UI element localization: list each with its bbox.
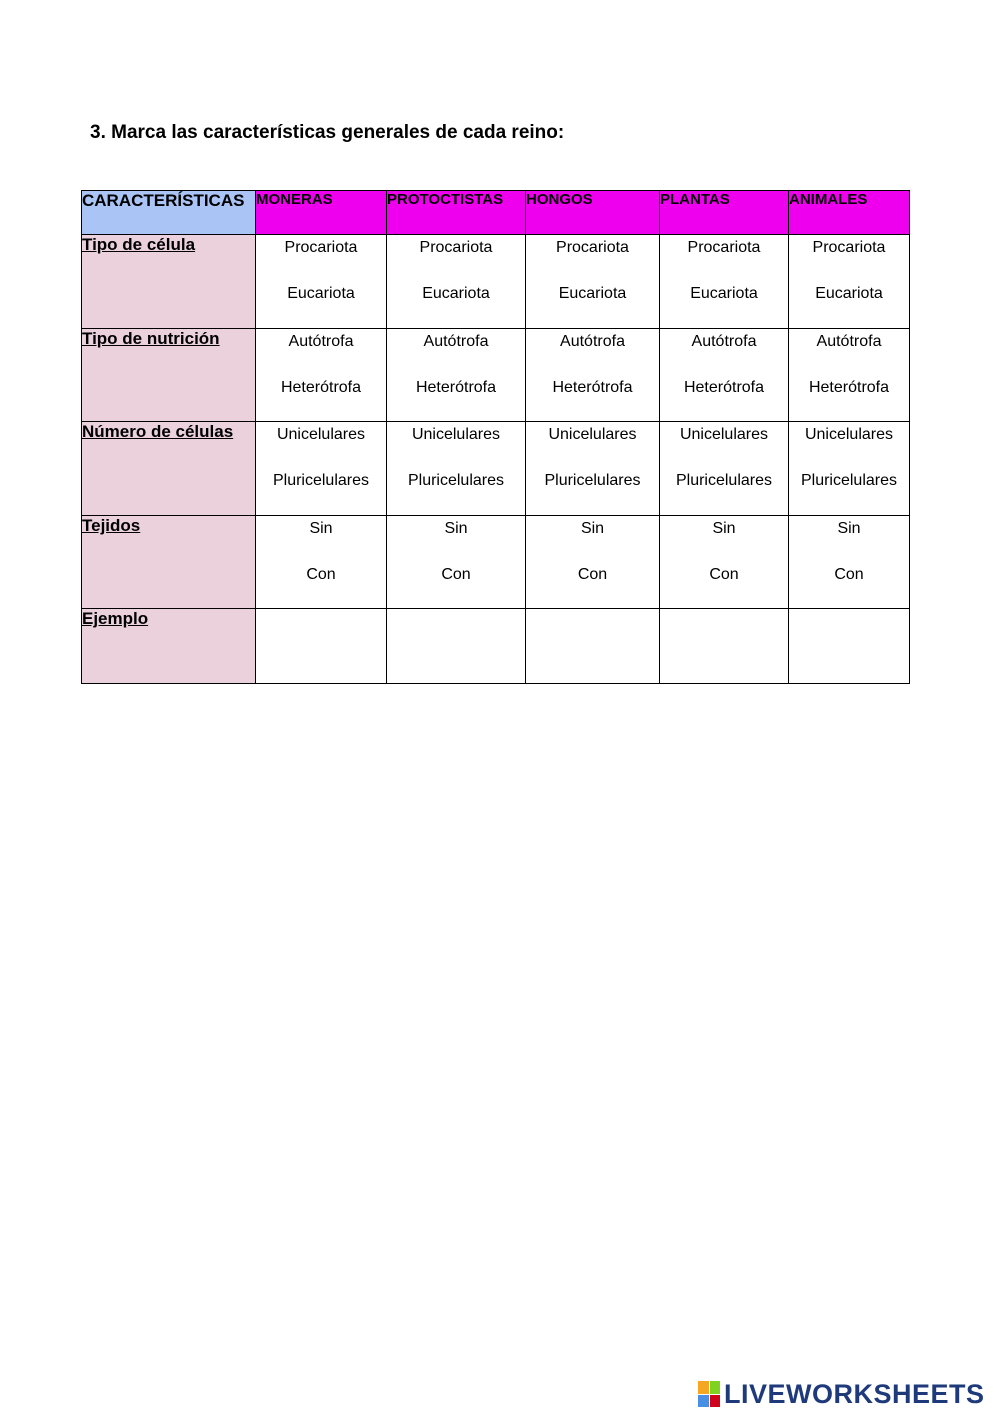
option-con[interactable]: Con: [834, 566, 864, 583]
option-heterotrofa[interactable]: Heterótrofa: [808, 379, 890, 396]
header-protoctistas: PROTOCTISTAS: [387, 191, 526, 235]
header-animales: ANIMALES: [789, 191, 910, 235]
option-sin[interactable]: Sin: [444, 520, 468, 537]
cell-hongos-cell-type: [526, 235, 660, 329]
table-row: [82, 235, 910, 329]
option-heterotrofa[interactable]: Heterótrofa: [552, 379, 633, 396]
cell-plantas-cell-count: [660, 422, 789, 516]
option-sin[interactable]: Sin: [309, 520, 333, 537]
liveworksheets-logo-text: LIVEWORKSHEETS: [724, 1378, 985, 1409]
header-moneras: MONERAS: [256, 191, 387, 235]
option-procariota[interactable]: Procariota: [687, 239, 761, 256]
option-pluricelulares[interactable]: Pluricelulares: [800, 472, 898, 489]
cell-animales-tissues: [789, 516, 910, 609]
option-unicelulares[interactable]: Unicelulares: [276, 426, 366, 443]
option-procariota[interactable]: Procariota: [284, 239, 358, 256]
cell-protoctistas-tissues: [387, 516, 526, 609]
option-autotrofa[interactable]: Autótrofa: [560, 333, 625, 350]
cell-protoctistas-cell-type: [387, 235, 526, 329]
cell-moneras-tissues: [256, 516, 387, 609]
answer-cell-protoctistas-example[interactable]: [387, 609, 526, 684]
option-eucariota[interactable]: Eucariota: [422, 285, 490, 302]
liveworksheets-logo: [698, 1378, 985, 1410]
cell-moneras-cell-type: [256, 235, 387, 329]
cell-hongos-nutrition: [526, 329, 660, 422]
option-procariota[interactable]: Procariota: [419, 239, 493, 256]
answer-cell-plantas-example[interactable]: [660, 609, 789, 684]
option-heterotrofa[interactable]: Heterótrofa: [415, 379, 497, 396]
cell-animales-nutrition: [789, 329, 910, 422]
table-row: [82, 422, 910, 516]
option-heterotrofa[interactable]: Heterótrofa: [683, 379, 765, 396]
page-title: 3. Marca las características generales de cada reino:: [90, 122, 565, 143]
option-pluricelulares[interactable]: Pluricelulares: [544, 472, 641, 489]
option-unicelulares[interactable]: Unicelulares: [411, 426, 501, 443]
option-unicelulares[interactable]: Unicelulares: [679, 426, 769, 443]
option-autotrofa[interactable]: Autótrofa: [816, 333, 882, 350]
header-hongos: HONGOS: [526, 191, 660, 235]
option-autotrofa[interactable]: Autótrofa: [288, 333, 354, 350]
option-sin[interactable]: Sin: [712, 520, 736, 537]
liveworksheets-logo-icon: [698, 1381, 720, 1407]
option-unicelulares[interactable]: Unicelulares: [804, 426, 894, 443]
cell-moneras-cell-count: [256, 422, 387, 516]
row-label-cell-type: Tipo de célula: [82, 235, 256, 329]
option-eucariota[interactable]: Eucariota: [690, 285, 758, 302]
option-pluricelulares[interactable]: Pluricelulares: [272, 472, 370, 489]
row-label-example: Ejemplo: [82, 609, 256, 684]
option-sin[interactable]: Sin: [580, 520, 605, 537]
header-plantas: PLANTAS: [660, 191, 789, 235]
cell-hongos-tissues: [526, 516, 660, 609]
option-eucariota[interactable]: Eucariota: [287, 285, 355, 302]
cell-moneras-nutrition: [256, 329, 387, 422]
answer-cell-animales-example[interactable]: [789, 609, 910, 684]
cell-protoctistas-cell-count: [387, 422, 526, 516]
cell-plantas-nutrition: [660, 329, 789, 422]
table-row: [82, 609, 910, 684]
row-label-nutrition: Tipo de nutrición: [82, 329, 256, 422]
cell-plantas-cell-type: [660, 235, 789, 329]
cell-animales-cell-count: [789, 422, 910, 516]
option-heterotrofa[interactable]: Heterótrofa: [280, 379, 362, 396]
option-eucariota[interactable]: Eucariota: [815, 285, 883, 302]
row-label-cell-count: Número de células: [82, 422, 256, 516]
cell-protoctistas-nutrition: [387, 329, 526, 422]
header-characteristics: CARACTERÍSTICAS: [82, 191, 256, 235]
row-label-tissues: Tejidos: [82, 516, 256, 609]
kingdoms-table: [81, 190, 910, 684]
option-con[interactable]: Con: [709, 566, 739, 583]
option-sin[interactable]: Sin: [837, 520, 861, 537]
answer-cell-hongos-example[interactable]: [526, 609, 660, 684]
option-procariota[interactable]: Procariota: [812, 239, 886, 256]
option-procariota[interactable]: Procariota: [556, 239, 629, 256]
option-con[interactable]: Con: [577, 566, 608, 583]
table-row: [82, 329, 910, 422]
cell-animales-cell-type: [789, 235, 910, 329]
option-con[interactable]: Con: [441, 566, 471, 583]
answer-cell-moneras-example[interactable]: [256, 609, 387, 684]
option-eucariota[interactable]: Eucariota: [558, 285, 627, 302]
option-unicelulares[interactable]: Unicelulares: [548, 426, 637, 443]
option-autotrofa[interactable]: Autótrofa: [691, 333, 757, 350]
cell-plantas-tissues: [660, 516, 789, 609]
cell-hongos-cell-count: [526, 422, 660, 516]
option-pluricelulares[interactable]: Pluricelulares: [407, 472, 505, 489]
option-pluricelulares[interactable]: Pluricelulares: [675, 472, 773, 489]
table-row: [82, 516, 910, 609]
option-autotrofa[interactable]: Autótrofa: [423, 333, 489, 350]
option-con[interactable]: Con: [306, 566, 336, 583]
